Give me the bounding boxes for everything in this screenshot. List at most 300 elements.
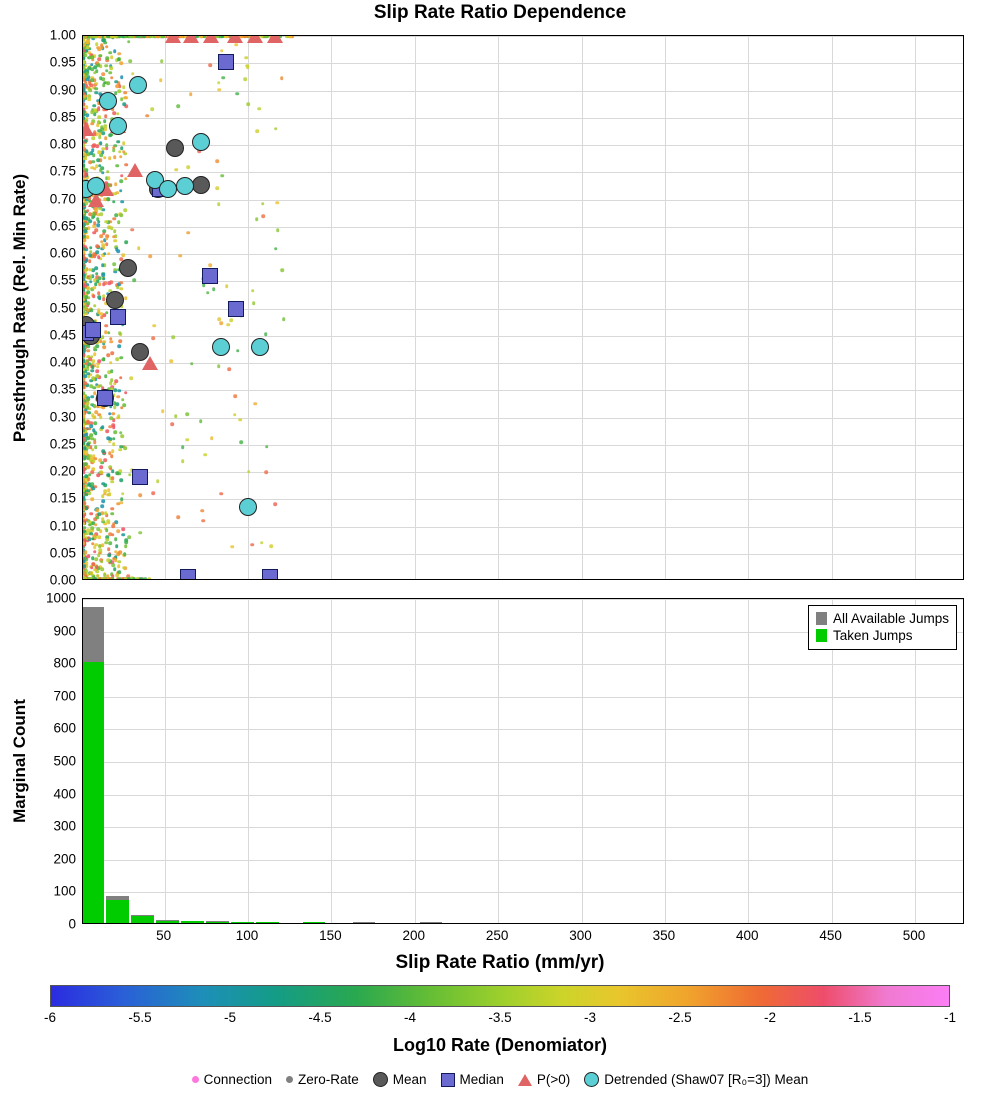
scatter-point — [82, 292, 85, 296]
scatter-point — [101, 127, 105, 131]
scatter-point — [122, 150, 126, 154]
top-y-tick: 0.50 — [49, 300, 76, 315]
scatter-point — [82, 434, 85, 438]
scatter-point — [82, 216, 85, 220]
scatter-point — [82, 60, 85, 64]
scatter-point — [274, 127, 278, 131]
scatter-point — [114, 183, 118, 187]
scatter-point — [112, 112, 116, 116]
scatter-point — [82, 423, 85, 427]
colorbar-tick: -4 — [403, 1010, 417, 1025]
page-title: Slip Rate Ratio Dependence — [373, 2, 627, 23]
scatter-point — [210, 436, 214, 440]
scatter-point — [85, 493, 89, 497]
series-marker — [262, 569, 278, 580]
scatter-point — [123, 91, 127, 95]
scatter-point — [115, 84, 119, 88]
gridline — [83, 118, 963, 119]
scatter-point — [101, 517, 105, 521]
scatter-point — [138, 531, 142, 535]
scatter-point — [99, 76, 103, 80]
scatter-point — [99, 207, 103, 211]
scatter-point — [265, 445, 269, 449]
scatter-point — [118, 389, 122, 393]
scatter-point — [109, 467, 113, 471]
scatter-point — [145, 114, 149, 118]
scatter-point — [185, 438, 189, 442]
scatter-point — [92, 429, 96, 433]
scatter-point — [107, 176, 111, 180]
gridline — [83, 599, 963, 600]
scatter-point — [86, 286, 90, 290]
scatter-point — [112, 200, 116, 204]
series-marker — [192, 133, 210, 151]
scatter-point — [118, 35, 122, 38]
scatter-point — [105, 311, 109, 315]
scatter-point — [124, 209, 128, 213]
scatter-point — [186, 231, 190, 235]
scatter-point — [105, 146, 109, 150]
gridline — [165, 36, 166, 579]
scatter-point — [101, 147, 105, 151]
histogram-bar — [156, 921, 178, 923]
scatter-point — [124, 35, 128, 38]
scatter-point — [117, 565, 121, 569]
scatter-point — [174, 415, 178, 419]
scatter-point — [103, 252, 107, 256]
top-y-tick: 0.45 — [49, 327, 76, 343]
series-marker — [129, 76, 147, 94]
scatter-point — [100, 46, 104, 50]
scatter-point — [107, 547, 111, 551]
scatter-point — [109, 361, 113, 365]
scatter-point — [138, 493, 142, 497]
gridline — [83, 664, 963, 665]
scatter-point — [113, 50, 117, 54]
gridline — [83, 390, 963, 391]
series-marker — [176, 177, 194, 195]
scatter-point — [135, 35, 139, 38]
scatter-point — [104, 136, 108, 140]
scatter-point — [120, 200, 124, 204]
gridline — [665, 599, 666, 923]
scatter-point — [127, 40, 131, 44]
scatter-point — [82, 92, 85, 96]
scatter-point — [212, 287, 216, 291]
scatter-point — [97, 308, 101, 312]
scatter-point — [135, 578, 139, 580]
scatter-point — [113, 567, 117, 571]
scatter-point — [107, 519, 111, 523]
scatter-point — [109, 578, 113, 580]
scatter-point — [250, 543, 254, 547]
scatter-point — [159, 79, 163, 83]
scatter-point — [91, 365, 95, 369]
scatter-point — [82, 247, 85, 251]
scatter-point — [142, 35, 146, 38]
series-marker — [247, 35, 263, 43]
scatter-point — [90, 369, 94, 373]
scatter-point — [121, 398, 125, 402]
scatter-point — [281, 268, 285, 272]
scatter-point — [90, 566, 94, 570]
scatter-point — [120, 75, 124, 79]
scatter-point — [111, 449, 115, 453]
scatter-point — [85, 49, 89, 53]
scatter-point — [280, 77, 284, 81]
scatter-point — [206, 291, 210, 295]
scatter-point — [273, 502, 277, 506]
gridline — [83, 729, 963, 730]
scatter-point — [120, 434, 124, 438]
scatter-point — [82, 135, 86, 139]
histogram-bar — [181, 921, 203, 923]
scatter-point — [118, 150, 122, 154]
scatter-point — [94, 410, 98, 414]
scatter-point — [90, 456, 94, 460]
scatter-point — [128, 35, 132, 38]
scatter-point — [82, 283, 85, 287]
scatter-point — [87, 420, 91, 424]
scatter-point — [107, 553, 111, 557]
scatter-point — [93, 545, 97, 549]
scatter-point — [99, 384, 103, 388]
series-marker — [166, 139, 184, 157]
scatter-point — [82, 203, 85, 207]
scatter-point — [83, 152, 87, 156]
scatter-point — [120, 406, 124, 410]
scatter-point — [112, 217, 116, 221]
scatter-point — [112, 437, 116, 441]
scatter-point — [264, 332, 268, 336]
scatter-point — [128, 535, 132, 539]
top-y-tick: 0.90 — [49, 82, 76, 97]
scatter-point — [102, 38, 106, 42]
series-legend-marker — [286, 1076, 293, 1083]
scatter-point — [98, 548, 102, 552]
scatter-point — [91, 215, 95, 219]
scatter-point — [239, 418, 243, 422]
scatter-point — [122, 533, 126, 537]
scatter-point — [233, 413, 237, 417]
scatter-point — [110, 76, 114, 80]
scatter-point — [96, 224, 100, 228]
scatter-point — [87, 398, 91, 402]
scatter-point — [113, 430, 117, 434]
gridline — [83, 697, 963, 698]
scatter-point — [189, 93, 193, 97]
scatter-point — [89, 161, 93, 165]
scatter-point — [109, 416, 113, 420]
scatter-point — [82, 578, 85, 580]
scatter-point — [96, 527, 100, 531]
scatter-point — [122, 102, 126, 106]
scatter-point — [217, 364, 221, 368]
bottom-x-tick: 200 — [402, 928, 426, 943]
scatter-point — [100, 560, 104, 564]
scatter-point — [251, 289, 255, 293]
top-y-tick: 0.70 — [49, 191, 76, 206]
scatter-point — [129, 377, 133, 381]
scatter-point — [101, 425, 105, 429]
gridline — [331, 599, 332, 923]
scatter-point — [102, 232, 106, 236]
histogram-bar — [303, 922, 325, 923]
scatter-point — [105, 69, 109, 73]
scatter-point — [89, 425, 93, 429]
scatter-point — [95, 570, 99, 574]
scatter-point — [101, 578, 105, 580]
scatter-point — [252, 302, 256, 306]
scatter-point — [199, 35, 203, 38]
scatter-point — [113, 229, 117, 233]
bottom-y-tick: 900 — [53, 623, 76, 639]
scatter-point — [169, 359, 173, 363]
scatter-point — [94, 35, 98, 38]
gridline — [415, 599, 416, 923]
legend-swatch — [816, 629, 827, 642]
bottom-y-tick: 100 — [53, 883, 76, 899]
scatter-point — [101, 504, 105, 508]
scatter-point — [88, 473, 92, 477]
scatter-point — [114, 213, 118, 217]
scatter-point — [82, 163, 85, 167]
scatter-point — [112, 522, 116, 526]
top-y-tick: 0.25 — [49, 436, 76, 452]
scatter-point — [176, 515, 180, 519]
scatter-point — [201, 519, 205, 523]
scatter-point — [99, 340, 103, 344]
scatter-point — [100, 567, 104, 571]
scatter-point — [208, 264, 212, 268]
scatter-point — [96, 144, 100, 148]
scatter-point — [115, 544, 119, 548]
scatter-point — [219, 492, 223, 496]
scatter-point — [227, 367, 231, 371]
scatter-point — [122, 566, 126, 570]
scatter-point — [98, 545, 102, 549]
scatter-point — [108, 542, 112, 546]
scatter-point — [82, 44, 85, 48]
bottom-y-tick: 300 — [53, 818, 76, 834]
scatter-point — [239, 440, 243, 444]
scatter-point — [106, 81, 110, 85]
scatter-point — [105, 45, 109, 49]
scatter-point — [108, 440, 112, 444]
scatter-point — [171, 336, 175, 340]
histogram-panel — [82, 598, 964, 924]
gridline — [83, 91, 963, 92]
scatter-point — [161, 409, 165, 413]
scatter-point — [83, 501, 87, 505]
scatter-point — [105, 64, 109, 68]
scatter-point — [152, 491, 156, 495]
scatter-point — [89, 532, 93, 536]
bottom-y-tick: 500 — [53, 753, 76, 769]
scatter-point — [115, 247, 119, 251]
scatter-point — [82, 414, 85, 418]
scatter-point — [98, 115, 102, 119]
scatter-point — [101, 358, 105, 362]
scatter-point — [253, 402, 257, 406]
scatter-point — [82, 441, 86, 445]
scatter-point — [236, 349, 240, 353]
scatter-point — [115, 164, 119, 168]
scatter-point — [244, 77, 248, 81]
scatter-point — [107, 226, 111, 230]
scatter-point — [117, 414, 121, 418]
scatter-point — [92, 212, 96, 216]
scatter-point — [87, 344, 91, 348]
bottom-x-tick: 450 — [819, 928, 842, 943]
series-marker — [127, 163, 143, 177]
scatter-point — [121, 492, 125, 496]
scatter-point — [82, 305, 86, 309]
scatter-point — [97, 292, 101, 296]
scatter-point — [111, 477, 115, 481]
scatter-point — [82, 479, 85, 483]
scatter-point — [82, 534, 85, 538]
series-marker — [106, 291, 124, 309]
series-marker — [119, 259, 137, 277]
x-axis-title: Slip Rate Ratio (mm/yr) — [395, 952, 605, 973]
top-y-axis-title: Passthrough Rate (Rel. Min Rate) — [10, 173, 29, 442]
scatter-point — [201, 509, 205, 513]
colorbar-tick: -5 — [223, 1010, 237, 1025]
series-legend-item — [286, 1072, 359, 1087]
scatter-point — [118, 340, 122, 344]
scatter-point — [89, 578, 93, 580]
scatter-point — [95, 245, 99, 249]
series-marker — [203, 35, 219, 43]
scatter-point — [88, 56, 92, 60]
scatter-point — [117, 345, 121, 349]
bottom-y-tick: 600 — [53, 720, 76, 736]
series-legend-label: Median — [459, 1072, 504, 1087]
scatter-point — [104, 114, 108, 118]
scatter-point — [82, 354, 86, 358]
scatter-point — [82, 391, 85, 395]
scatter-point — [94, 266, 98, 270]
colorbar-tick: -2.5 — [668, 1010, 692, 1025]
scatter-point — [101, 151, 105, 155]
scatter-point — [119, 478, 123, 482]
gridline — [83, 892, 963, 893]
gridline — [832, 36, 833, 579]
scatter-point — [255, 130, 259, 134]
scatter-point — [111, 563, 115, 567]
gridline — [83, 762, 963, 763]
series-marker — [109, 117, 127, 135]
scatter-point — [117, 90, 121, 94]
scatter-point — [246, 102, 250, 106]
bottom-y-axis-title: Marginal Count — [10, 699, 29, 823]
gridline — [83, 227, 963, 228]
scatter-point — [118, 448, 122, 452]
colorbar-tick: -3 — [583, 1010, 597, 1025]
scatter-point — [113, 155, 117, 159]
scatter-point — [88, 254, 92, 258]
gridline — [83, 63, 963, 64]
scatter-point — [97, 58, 101, 62]
scatter-point — [230, 545, 234, 549]
scatter-point — [89, 512, 93, 516]
scatter-point — [95, 565, 99, 569]
scatter-point — [107, 473, 111, 477]
scatter-point — [108, 532, 112, 536]
scatter-point — [82, 147, 86, 151]
scatter-point — [245, 56, 249, 60]
top-y-tick: 0.10 — [49, 518, 76, 533]
scatter-point — [113, 239, 117, 243]
bottom-y-tick: 400 — [53, 786, 76, 802]
series-legend-item — [192, 1072, 272, 1087]
top-y-tick: 0.40 — [49, 354, 76, 370]
scatter-point — [109, 71, 113, 75]
scatter-point — [121, 527, 125, 531]
scatter-point — [150, 107, 154, 111]
scatter-point — [123, 96, 127, 100]
series-marker — [218, 54, 234, 70]
scatter-point — [95, 250, 99, 254]
top-gridlines — [83, 36, 963, 579]
scatter-point — [98, 54, 102, 58]
scatter-point — [106, 559, 110, 563]
legend-label: Taken Jumps — [832, 628, 913, 643]
gridline — [915, 36, 916, 579]
scatter-point — [83, 455, 87, 459]
scatter-point — [276, 201, 280, 205]
top-y-tick: 0.35 — [49, 381, 76, 397]
gridline — [665, 36, 666, 579]
scatter-point — [202, 283, 206, 287]
scatter-point — [94, 523, 98, 527]
series-legend-label: Detrended (Shaw07 [R₀=3]) Mean — [604, 1072, 809, 1087]
scatter-point — [225, 284, 229, 288]
top-y-tick: 0.85 — [49, 109, 76, 125]
top-y-tick: 0.60 — [49, 245, 76, 261]
scatter-point — [82, 266, 85, 270]
scatter-point — [151, 35, 155, 38]
scatter-point — [131, 228, 135, 232]
scatter-point — [96, 159, 100, 163]
scatter-point — [82, 513, 85, 517]
scatter-point — [92, 294, 96, 298]
scatter-point — [208, 63, 212, 67]
scatter-point — [104, 324, 108, 328]
scatter-point — [222, 76, 226, 80]
histogram-bar — [206, 922, 228, 923]
series-marker — [82, 122, 94, 136]
series-marker — [85, 322, 101, 338]
scatter-point — [97, 220, 101, 224]
scatter-point — [88, 89, 92, 93]
scatter-point — [199, 419, 203, 423]
bottom-y-tick: 1000 — [45, 590, 76, 606]
gridline — [248, 599, 249, 923]
series-marker — [267, 35, 283, 43]
scatter-point — [147, 578, 151, 580]
scatter-point — [92, 104, 96, 108]
scatter-point — [90, 497, 94, 501]
scatter-point — [88, 268, 92, 272]
scatter-point — [111, 507, 115, 511]
scatter-point — [112, 425, 116, 429]
series-marker — [227, 35, 243, 43]
scatter-point — [95, 375, 99, 379]
gridline — [83, 445, 963, 446]
scatter-point — [94, 558, 98, 562]
